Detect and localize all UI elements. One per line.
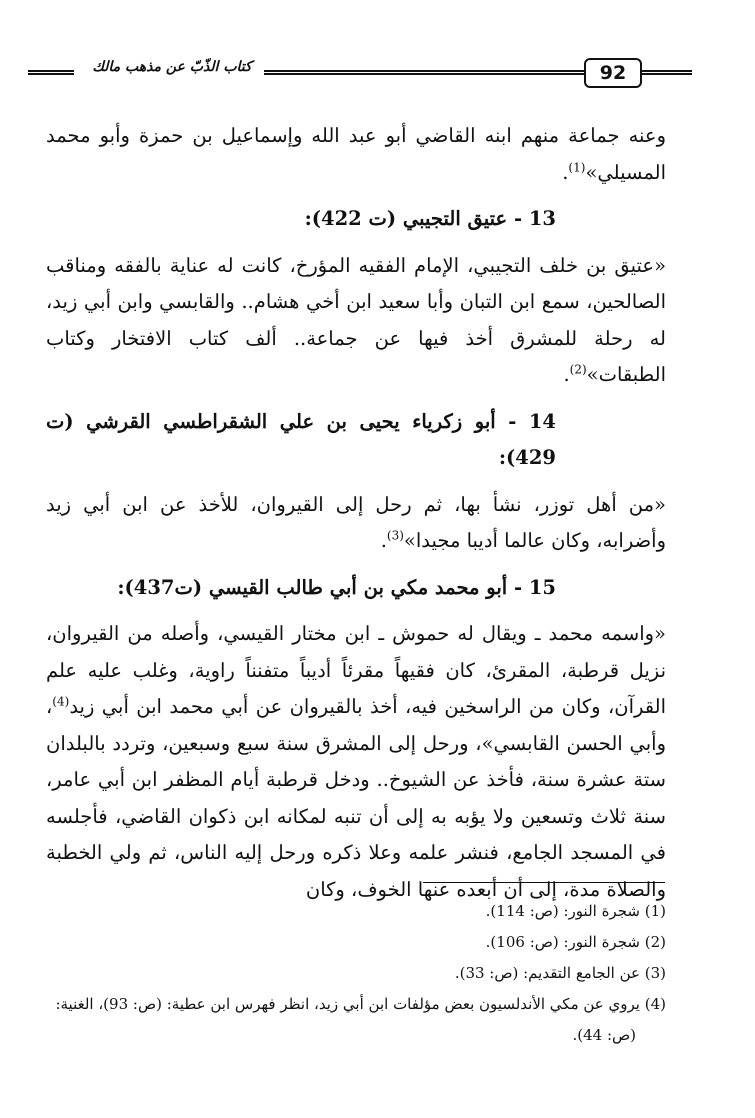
paragraph-intro: وعنه جماعة منهم ابنه القاضي أبو عبد الله وإسماعيل بن حمزة وأبو محمد المسيلي»$^{(1)}$.: [46, 124, 666, 184]
footnote-ref-3: (3): [386, 528, 404, 543]
header-rule-right: [640, 70, 692, 75]
header-rule-middle: [264, 70, 584, 75]
header-rule-left: [28, 70, 74, 75]
footnote-4: (4) يروي عن مكي الأندلسيون بعض مؤلفات ابن أبي زيد، انظر فهرس ابن عطية: (ص: 93)، الغنية:: [55, 995, 666, 1013]
paragraph-14: «من أهل توزر، نشأ بها، ثم رحل إلى القيروان، للأخذ عن ابن أبي زيد وأضرابه، وكان عالما أديبا مجيدا»$^{(3)}$.: [46, 492, 666, 552]
footnote-ref-1: (1): [568, 160, 586, 174]
entry-heading-13: 13 - عتيق التجيبي (ت 422):: [304, 207, 556, 230]
footnote-ref-2: (2): [569, 362, 587, 377]
paragraph-13: «عتيق بن خلف التجيبي، الإمام الفقيه المؤرخ، كانت له عناية بالفقه ومناقب الصالحين، سمع ابن التبان وأبا سعيد ابن أخي هشام.. والقابسي وابن أبي زيد، له رحلة للمشرق أخذ فيها عن جماعة.. ألف كتاب الافتخار وكتاب الطبقات»$^{(2)}$.: [46, 253, 666, 386]
page-number: 92: [584, 58, 642, 88]
paragraph-15: «واسمه محمد ـ ويقال له حموش ـ ابن مختار القيسي، وأصله من القيروان، نزيل قرطبة، المقرئ، كان فقيهاً مقرئاً أديباً متفنناً راوية، وغلب عليه علم القرآن، وكان من الراسخين فيه، أخذ بالقيروان عن أبي محمد ابن أبي زيد$^{(4)}$، وأبي الحسن القابسي»، ورحل إلى المشرق سنة سبع وسبعين، وتردد بالبلدان ستة عشرة سنة، فأخذ عن الشيوخ.. ودخل قرطبة أيام المظفر ابن أبي عامر، سنة ثلاث وتسعين ولا يؤبه به إلى أن تنبه لمكانه ابن ذكوان القاضي، فأجلسه في المسجد الجامع، فنشر علمه وعلا ذكره ورحل إليه الناس، ثم ولي الخطبة والصلاة مدة، إلى أن أبعده عنها الخوف، وكان: [46, 622, 666, 901]
footnote-separator: [423, 882, 665, 883]
footnotes: [46, 896, 666, 1051]
entry-heading-14: 14 - أبو زكرياء يحيى بن علي الشقراطسي القرشي (ت 429):: [46, 409, 556, 469]
running-title: كتاب الذّبّ عن مذهب مالك: [92, 59, 252, 75]
footnote-4-continued: (ص: 44).: [572, 1026, 636, 1044]
footnote-1: (1) شجرة النور: (ص: 114).: [485, 902, 666, 920]
footnote-3: (3) عن الجامع التقديم: (ص: 33).: [454, 964, 666, 982]
footnote-2: (2) شجرة النور: (ص: 106).: [485, 933, 666, 951]
entry-heading-15: 15 - أبو محمد مكي بن أبي طالب القيسي (ت437):: [117, 575, 556, 599]
main-text: [46, 118, 666, 908]
footnote-ref-4: (4): [52, 694, 70, 709]
page-header: [28, 58, 720, 92]
